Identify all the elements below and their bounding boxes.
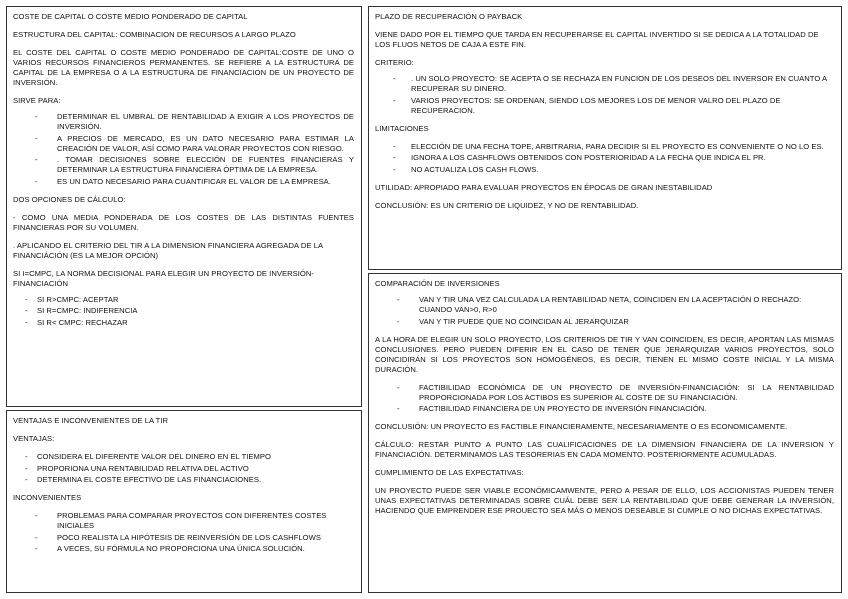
coste-capital-box (6, 6, 362, 407)
list-item: - PROPORIONA UNA RENTABILIDAD RELATIVA DEL ACTIVO (13, 464, 354, 474)
payback-conclusion: CONCLUSIÓN: ES UN CRITERIO DE LIQUIDEZ, Y NO DE RENTABILIDAD. (375, 200, 639, 210)
opcion-media-ponderada: - COMO UNA MEDIA PONDERADA DE LOS COSTES DE LAS DISTINTAS FUENTES FINANCIERAS POR SU VOLUMEN. (13, 212, 354, 232)
factibilidad-list (375, 383, 834, 415)
list-item: - A VECES, SU FÓRMULA NO PROPORCIONA UNA ÚNICA SOLUCIÓN. (13, 544, 354, 554)
list-item: - DETERMINA EL COSTE EFECTIVO DE LAS FINANCIACIONES. (13, 475, 354, 485)
list-item: - PROBLEMAS PARA COMPARAR PROYECTOS CON DIFERENTES COSTES INICIALES (13, 511, 354, 531)
tir-title: VENTAJAS E INCONVENIENTES DE LA TIR (13, 416, 169, 425)
list-item: - . UN SOLO PROYECTO: SE ACEPTA O SE RECHAZA EN FUNCION DE LOS DESEOS DEL INVERSOR EN CUANTO A RECUPERAR SU DINERO. (375, 74, 834, 94)
list-item: - VAN Y TIR UNA VEZ CALCULADA LA RENTABILIDAD NETA, COINCIDEN EN LA ACEPTACIÓN O RECHAZO: CUANDO VAN>0, R>0 (375, 295, 834, 315)
coste-capital-title: COSTE DE CAPITAL O COSTE MEDIO PONDERADO DE CAPITAL (13, 12, 248, 21)
list-item: - . TOMAR DECISIONES SOBRE ELECCIÓN DE FUENTES FINANCIERAS Y DETERMINAR LA ESTRUCTURA FINANCIERA ÓPTIMA DE LA EMPRESA. (13, 155, 354, 175)
list-item: - ELECCIÓN DE UNA FECHA TOPE, ARBITRARIA, PARA DECIDIR SI EL PROYECTO ES CONVENIENTE O NO LO ES. (375, 142, 834, 152)
list-item: - IGNORA A LOS CASHFLOWS OBTENIDOS CON POSTERIORIDAD A LA FECHA QUE INDICA EL PR. (375, 153, 834, 163)
estructura-capital-subtitle: ESTRUCTURA DEL CAPITAL: COMBINACION DE RECURSOS A LARGO PLAZO (13, 30, 296, 40)
ventajas-list (13, 452, 354, 485)
list-item: - SI R=CMPC: INDIFERENCIA (13, 306, 354, 316)
list-item: - SI R< CMPC: RECHAZAR (13, 318, 354, 328)
list-item: - FACTIBILIDAD FINANCIERA DE UN PROYECTO DE INVERSIÓN FINANCIACIÓN. (375, 404, 834, 414)
criterio-list (375, 74, 834, 116)
criterio-label: CRITERIO: (375, 58, 414, 68)
cumplimiento-label: CUMPLIMIENTO DE LAS EXPECTATIVAS: (375, 468, 524, 478)
list-item: - POCO REALISTA LA HIPÓTESIS DE REINVERSIÓN DE LOS CASHFLOWS (13, 533, 354, 543)
list-item: - CONSIDERA EL DIFERENTE VALOR DEL DINERO EN EL TIEMPO (13, 452, 354, 462)
list-item: - ES UN DATO NECESARIO PARA CUANTIFICAR EL VALOR DE LA EMPRESA. (13, 177, 354, 187)
sirve-para-label: SIRVE PARA: (13, 96, 61, 106)
list-item: - FACTIBILIDAD ECONÓMICA DE UN PROYECTO DE INVERSIÓN-FINANCIACIÓN: SI LA RENTABILIDAD PROPORCIONADA POR LOS ACTIBOS ES SUPERIOR AL COSTE DE SU FINANCIACIÓN. (375, 383, 834, 403)
payback-utilidad: UTILIDAD: APROPIADO PARA EVALUAR PROYECTOS EN ÉPOCAS DE GRAN INESTABILIDAD (375, 182, 713, 192)
opcion-criterio-tir: . APLICANDO EL CRITERIO DEL TIR A LA DIMENSION FINANCIERA AGREGADA DE LA FINANCIÁCIÓN (ES LA MEJOR OPCIÓN) (13, 240, 323, 260)
comparacion-title: COMPARACIÓN DE INVERSIONES (375, 279, 500, 288)
inconvenientes-label: INCONVENIENTES (13, 493, 82, 503)
tir-box (6, 410, 362, 593)
comparacion-paragraph: A LA HORA DE ELEGIR UN SOLO PROYECTO, LOS CRITERIOS DE TIR Y VAN COINCIDEN, ES DECIR, APORTAN LAS MISMAS CONCLUSIONES. PERO PUEDEN DIFERIR EN EL CASO DE TENER QUE JERARQUIZAR VARIOS PROYECTOS, SOLO COINCIDIRÁN SI LOS PROYECTOS SON HOMOGÉNEOS, ES DECIR, TIENEN EL MISMO COSTE INICIAL Y LA MISMA DURACIÓN. (375, 334, 834, 374)
list-item: - A PRECIOS DE MERCADO, ES UN DATO NECESARIO PARA ESTIMAR LA CREACIÓN DE VALOR, ASÍ COMO PARA VALORAR PROYECTOS CON RIESGO. (13, 134, 354, 154)
list-item: - SI R>CMPC: ACEPTAR (13, 295, 354, 305)
limitaciones-label: LIMITACIONES (375, 123, 429, 133)
cumplimiento-paragraph: UN PROYECTO PUEDE SER VIABLE ECONÓMICAMWENTE, PERO A PESAR DE ELLO, LOS ACCIONISTAS PUEDEN TENER UNAS EXPECTATIVAS DETERMINADAS SOBRE CUÁL DEBE SER LA RENTABILIDAD QUE DEBE GENERAR LA INVERSIÓN, HACIENDO QUE EMPRENDER ESE PROUECTO SEA MÁS O MENOS DESEABLE SI CUMPLE O NO DICHAS EXPECTATIVAS. (375, 486, 834, 516)
list-item: - DETERMINAR EL UMBRAL DE RENTABILIDAD A EXIGIR A LOS PROYECTOS DE INVERSIÓN. (13, 112, 354, 132)
list-item: - VAN Y TIR PUEDE QUE NO COINCIDAN AL JERARQUIZAR (375, 317, 834, 327)
payback-title: PLAZO DE RECUPERACIÓN O PAYBACK (375, 12, 523, 21)
comparacion-box (368, 273, 842, 593)
coste-capital-definition: EL COSTE DEL CAPITAL O COSTE MEDIO PONDERADO DE CAPITAL:COSTE DE UNO O VARIOS RECURSOS FINANCIEROS PERMANENTES. SE REFIERE A LA ESTRUCTURA DE CAPITAL DE LA EMPRESA O A LA ESTRUCTURA DE FINANCIACION DE UN PROYECTO DE INVERSIÓN. (13, 48, 354, 88)
sirve-para-list (13, 112, 354, 187)
norma-decisional: SI I=CMPC, LA NORMA DECISIONAL PARA ELEGIR UN PROYECTO DE INVERSIÓN-FINANCIACIÓN (13, 268, 314, 288)
ventajas-label: VENTAJAS: (13, 434, 55, 444)
payback-box (368, 6, 842, 270)
calculo-paragraph: CÁLCULO: RESTAR PUNTO A PUNTO LAS CUALIFICACIONES DE LA DIMENSION FINANCIERA DE LA INVERSION Y FINANCIACIÓN. DETERMINAMOS LAS TESORERIAS EN CADA MOMENTO. POSTERIORMENTE ACUMULADAS. (375, 440, 834, 460)
van-tir-list (375, 295, 834, 327)
opciones-calculo-label: DOS OPCIONES DE CÁLCULO: (13, 194, 126, 204)
list-item: - NO ACTUALIZA LOS CASH FLOWS. (375, 165, 834, 175)
comparacion-conclusion: CONCLUSIÓN: UN PROYECTO ES FACTIBLE FINANCIERAMENTE, NECESARIAMENTE O ES ECONOMICAMENTE. (375, 422, 788, 432)
inconvenientes-list (13, 511, 354, 554)
limitaciones-list (375, 142, 834, 175)
reglas-list (13, 295, 354, 328)
list-item: - VARIOS PROYECTOS: SE ORDENAN, SIENDO LOS MEJORES LOS DE MENOR VALRO DEL PLAZO DE RECUPERACION. (375, 96, 834, 116)
payback-definition: VIENE DADO POR EL TIEMPO QUE TARDA EN RECUPERARSE EL CAPITAL INVERTIDO SI SE DEDICA A LA TOTALIDAD DE LOS FLUOS NETOS DE CAJA A ESTE FIN. (375, 30, 819, 50)
